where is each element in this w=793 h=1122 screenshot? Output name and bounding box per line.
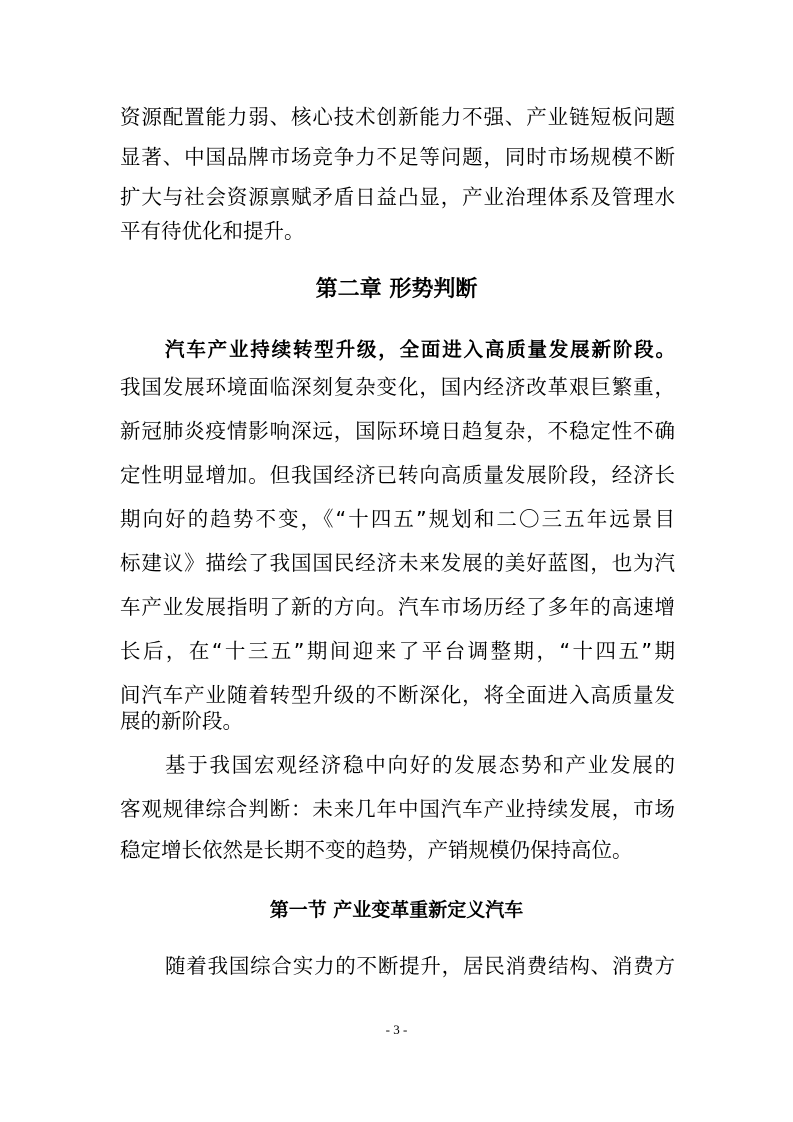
text-line: 平有待优化和提升。 [120, 219, 305, 243]
text-line: 客观规律综合判断：未来几年中国汽车产业持续发展，市场 [120, 797, 675, 821]
text-line: 展的新阶段。 [120, 709, 243, 733]
chapter-title: 第二章 形势判断 [315, 277, 478, 302]
text-line: 资源配置能力弱、核心技术创新能力不强、产业链短板问题 [120, 105, 675, 129]
text-line: 间汽车产业随着转型升级的不断深化，将全面进入高质量发 [120, 683, 675, 707]
text-line: 稳定增长依然是长期不变的趋势，产销规模仍保持高位。 [120, 838, 633, 862]
text-line: 基于我国宏观经济稳中向好的发展态势和产业发展的 [165, 753, 675, 777]
text-line: 定性明显增加。但我国经济已转向高质量发展阶段，经济长 [120, 463, 675, 487]
lead-sentence-bold: 汽车产业持续转型升级，全面进入高质量发展新阶段。 [165, 338, 675, 361]
text-line: 车产业发展指明了新的方向。汽车市场历经了多年的高速增 [120, 595, 675, 619]
text-line: 扩大与社会资源禀赋矛盾日益凸显，产业治理体系及管理水 [120, 185, 675, 209]
text-line: 我国发展环境面临深刻复杂变化，国内经济改革艰巨繁重， [120, 375, 675, 399]
text-line: 标建议》描绘了我国国民经济未来发展的美好蓝图，也为汽 [120, 551, 675, 575]
text-line: 随着我国综合实力的不断提升，居民消费结构、消费方 [165, 954, 675, 978]
section-title: 第一节 产业变革重新定义汽车 [269, 899, 524, 921]
text-line: 新冠肺炎疫情影响深远，国际环境日趋复杂，不稳定性不确 [120, 419, 675, 443]
page-number: - 3 - [385, 1022, 408, 1037]
text-line: 期向好的趋势不变，《“十四五”规划和二〇三五年远景目 [120, 507, 675, 531]
text-line: 显著、中国品牌市场竞争力不足等问题，同时市场规模不断 [120, 145, 675, 169]
text-line: 长后，在“十三五”期间迎来了平台调整期，“十四五”期 [120, 639, 675, 663]
